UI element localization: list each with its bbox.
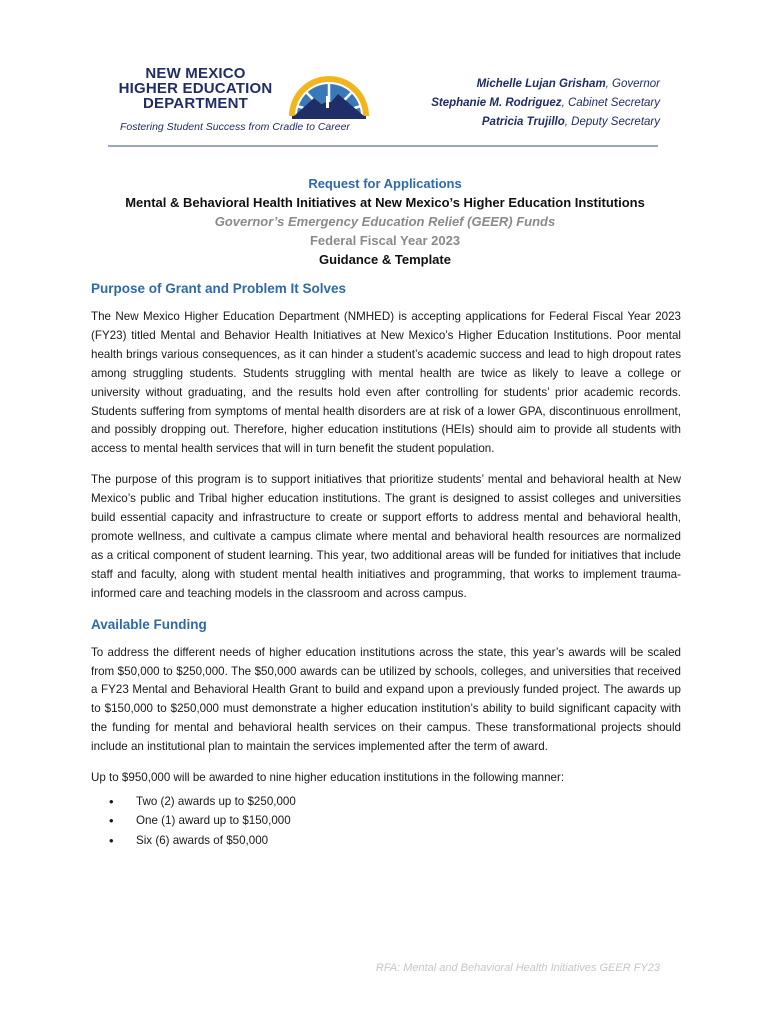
list-item: • Two (2) awards up to $250,000 xyxy=(91,792,681,812)
logo-line-1: NEW MEXICO xyxy=(145,65,246,82)
zia-sun-emblem-icon xyxy=(286,66,372,122)
purpose-heading: Purpose of Grant and Problem It Solves xyxy=(91,281,347,296)
funds-subtitle: Governor’s Emergency Education Relief (GEER) Funds xyxy=(214,214,556,229)
awards-list xyxy=(91,792,681,851)
logo-line-2: HIGHER EDUCATION xyxy=(118,80,273,97)
official-name: Patricia Trujillo xyxy=(481,116,565,128)
document-type: Guidance & Template xyxy=(319,252,451,267)
official-role: , Cabinet Secretary xyxy=(561,97,660,109)
title-block xyxy=(0,174,770,269)
body-content xyxy=(91,280,681,850)
list-item: • One (1) award up to $150,000 xyxy=(91,811,681,831)
page-footer: RFA: Mental and Behavioral Health Initiatives GEER FY23 xyxy=(375,962,660,974)
official-name: Michelle Lujan Grisham xyxy=(476,78,606,90)
rfa-label: Request for Applications xyxy=(308,176,462,191)
officials-list xyxy=(431,75,660,132)
official-governor xyxy=(431,75,660,94)
logo-wordmark xyxy=(108,66,283,111)
funding-paragraph-2: Up to $950,000 will be awarded to nine higher education institutions in the following manner: xyxy=(91,771,565,785)
fiscal-year: Federal Fiscal Year 2023 xyxy=(309,233,461,248)
logo-line-3: DEPARTMENT xyxy=(142,95,249,112)
funding-heading: Available Funding xyxy=(91,616,207,632)
list-item: • Six (6) awards of $50,000 xyxy=(91,831,681,851)
funding-paragraph-1: To address the different needs of higher education institutions across the state, this year’s awards will be scaled from $50,000 to $250,000. The $50,000 awards can be utilized by schools, colleges, and universities that received a FY23 Mental and Behavioral Health Grant to build and expand upon a previously funded project. The awards up to $150,000 to $250,000 must demonstrate a higher education institution’s ability to build significant capacity with the funding for mental and behavioral health services on their campus. These transformational projects should include an institutional plan to maintain the services implemented after the term of award. xyxy=(91,645,681,754)
official-role: , Deputy Secretary xyxy=(564,116,660,128)
logo-tagline: Fostering Student Success from Cradle to Career xyxy=(120,121,350,133)
official-cabinet-secretary xyxy=(431,94,660,113)
purpose-paragraph-2: The purpose of this program is to support initiatives that prioritize students’ mental and behavioral health at New Mexico’s public and Tribal higher education institutions. The grant is designed to assist colleges and universities build essential capacity and infrastructure to create or support efforts to address mental and behavioral health, promote wellness, and cultivate a campus climate where mental and behavioral health resources are normalized as a critical component of student learning. This year, two additional areas will be funded for initiatives that include staff and faculty, along with student mental health initiatives and programming, that works to implement trauma-informed care and teaching models in the classroom and across campus. xyxy=(91,473,681,600)
purpose-paragraph-1: The New Mexico Higher Education Department (NMHED) is accepting applications for Federal Fiscal Year 2023 (FY23) titled Mental and Behavior Health Initiatives at New Mexico’s Higher Education Institutions. Poor mental health brings various consequences, as it can hinder a student’s academic success and lead to high dropout rates among struggling students. Students struggling with mental health are twice as likely to leave a college or university without graduating, and the results hold even after controlling for students’ prior academic records. Students suffering from symptoms of mental health disorders are at risk of a lower GPA, discontinuous enrollment, and possibly dropping out. Therefore, higher education institutions (HEIs) should aim to provide all students with access to mental health services that will in turn benefit the student population. xyxy=(91,310,681,456)
official-deputy-secretary xyxy=(431,113,660,132)
program-title: Mental & Behavioral Health Initiatives at New Mexico’s Higher Education Institutions xyxy=(125,195,645,210)
nmhed-logo xyxy=(108,66,408,138)
header-divider xyxy=(108,145,658,147)
official-role: , Governor xyxy=(605,78,660,90)
official-name: Stephanie M. Rodriguez xyxy=(431,97,562,109)
